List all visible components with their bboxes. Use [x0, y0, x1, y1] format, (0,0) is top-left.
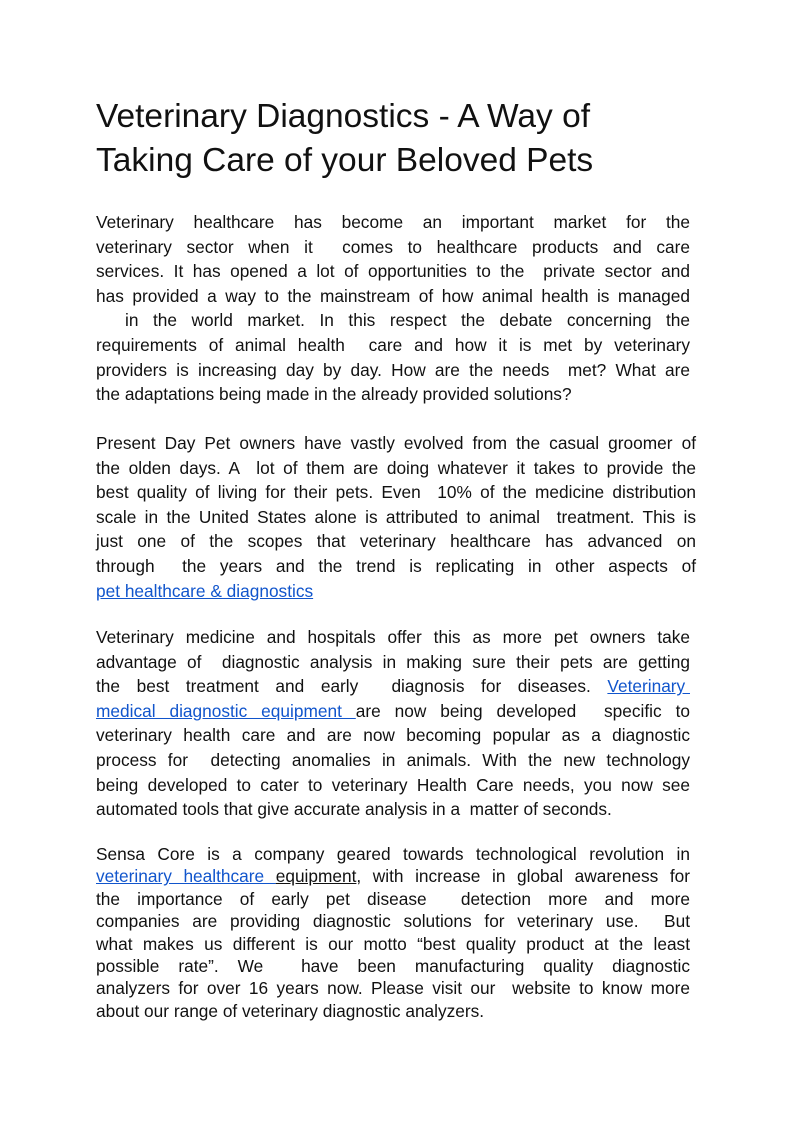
text-segment: possible rate”. We have been manufacturing quality diagnostic [96, 955, 690, 976]
text-line [96, 308, 690, 333]
text-line [96, 650, 690, 675]
text-segment: what makes us different is our motto “best quality product at the least [96, 933, 690, 954]
text-segment: providers is increasing day by day. How are the needs met? What are [96, 359, 690, 380]
text-line [96, 554, 696, 579]
text-line [96, 888, 690, 910]
hyperlink[interactable]: veterinary healthcare [96, 866, 276, 887]
text-line [96, 529, 696, 554]
text-segment: the best treatment and early diagnosis for diseases. [96, 676, 608, 697]
text-segment: has provided a way to the mainstream of how animal health is managed [96, 285, 690, 306]
text-line [96, 955, 690, 977]
text-line [96, 358, 690, 383]
text-segment: Veterinary healthcare has become an important market for the [96, 212, 690, 232]
text-segment: about our range of veterinary diagnostic analyzers. [96, 1000, 485, 1021]
text-line [96, 843, 690, 865]
text-segment: the adaptations being made in the already provided solutions? [96, 384, 572, 405]
text-line [96, 773, 690, 798]
title-line: Taking Care of your Beloved Pets [96, 142, 594, 179]
text-segment: veterinary sector when it comes to healthcare products and care [96, 236, 690, 257]
text-segment: equipment [275, 866, 357, 887]
text-line [96, 1000, 690, 1022]
text-segment: Present Day Pet owners have vastly evolved from the casual groomer of [96, 433, 696, 453]
text-segment: companies are providing diagnostic solutions for veterinary use. But [96, 911, 690, 932]
text-line [96, 865, 690, 887]
text-line [96, 699, 690, 724]
text-segment: the olden days. A lot of them are doing whatever it takes to provide the [96, 457, 696, 478]
text-line [96, 382, 690, 407]
text-segment: veterinary health care and are now becoming popular as a diagnostic [96, 725, 690, 746]
text-line [96, 723, 690, 748]
paragraph-4 [96, 843, 690, 1022]
document-title [96, 95, 593, 183]
text-line [96, 235, 690, 260]
text-line [96, 333, 690, 358]
text-segment: through the years and the trend is replicating in other aspects of [96, 555, 696, 576]
text-line [96, 284, 690, 309]
text-segment: best quality of living for their pets. Even 10% of the medicine distribution [96, 482, 696, 503]
text-segment: , with increase in global awareness for [356, 866, 690, 887]
text-line [96, 579, 696, 604]
text-line [96, 933, 690, 955]
text-line [96, 977, 690, 999]
hyperlink[interactable]: medical diagnostic equipment [96, 700, 356, 721]
hyperlink[interactable]: pet healthcare & diagnostics [96, 580, 314, 601]
text-line [96, 456, 696, 481]
text-segment: just one of the scopes that veterinary healthcare has advanced on [96, 531, 696, 552]
text-line [96, 748, 690, 773]
text-line [96, 480, 696, 505]
title-line: Veterinary Diagnostics - A Way of [96, 98, 591, 135]
text-segment: in the world market. In this respect the debate concerning the [96, 310, 690, 331]
text-line [96, 505, 696, 530]
text-line [96, 259, 690, 284]
text-segment: analyzers for over 16 years now. Please visit our website to know more [96, 978, 690, 999]
text-segment: requirements of animal health care and how it is met by veterinary [96, 334, 690, 355]
text-segment: being developed to cater to veterinary Health Care needs, you now see [96, 774, 690, 795]
text-segment: Veterinary medicine and hospitals offer this as more pet owners take [96, 627, 690, 647]
hyperlink[interactable]: Veterinary [607, 676, 690, 697]
paragraph-3 [96, 625, 690, 822]
paragraph-2 [96, 431, 696, 603]
text-segment: services. It has opened a lot of opportunities to the private sector and [96, 261, 690, 282]
text-line [96, 910, 690, 932]
text-line [96, 210, 690, 235]
text-segment: scale in the United States alone is attributed to animal treatment. This is [96, 506, 696, 527]
text-line [96, 625, 690, 650]
text-line [96, 674, 690, 699]
text-segment: the importance of early pet disease detection more and more [96, 888, 690, 909]
text-segment: process for detecting anomalies in animals. With the new technology [96, 749, 690, 770]
text-segment: automated tools that give accurate analysis in a matter of seconds. [96, 799, 612, 820]
text-segment: advantage of diagnostic analysis in making sure their pets are getting [96, 651, 690, 672]
text-segment: are now being developed specific to [355, 700, 690, 721]
text-line [96, 797, 690, 822]
text-line [96, 431, 696, 456]
text-segment: Sensa Core is a company geared towards technological revolution in [96, 844, 690, 864]
paragraph-1 [96, 210, 690, 407]
